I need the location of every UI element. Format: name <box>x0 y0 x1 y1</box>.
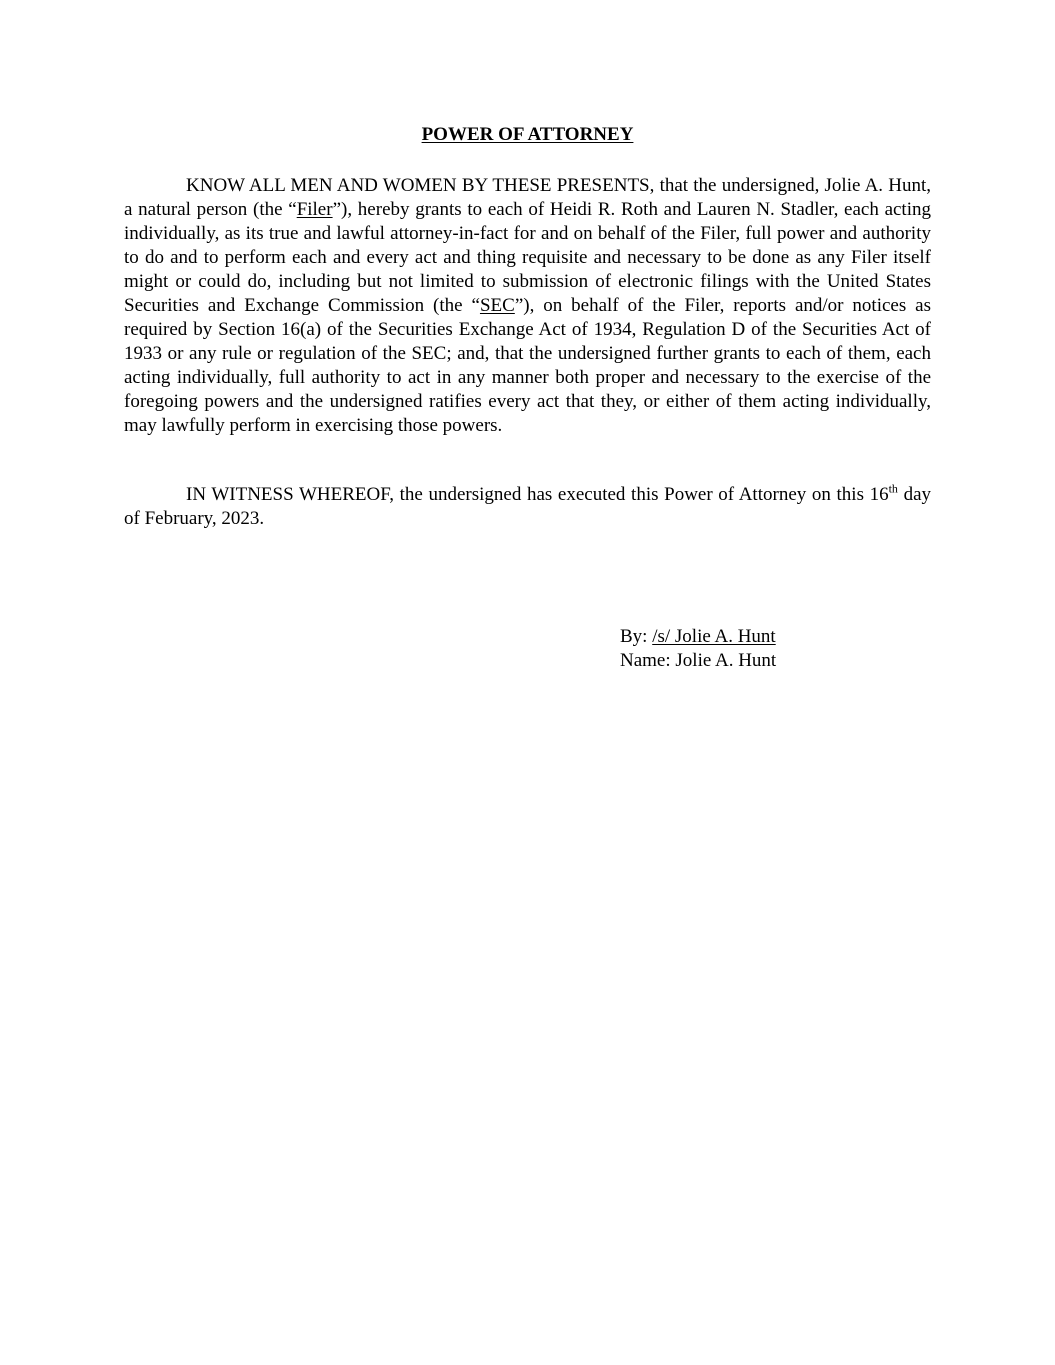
signature-by-line <box>620 625 776 649</box>
document-title-text: POWER OF ATTORNEY <box>421 124 634 145</box>
signature-by-label: By: <box>620 626 653 647</box>
document-title <box>0 123 1055 147</box>
signature-name-line <box>620 649 776 673</box>
sec-defined-term: SEC <box>479 295 515 316</box>
filer-defined-term: Filer <box>296 199 333 220</box>
ordinal-suffix: th <box>888 481 898 496</box>
witness-paragraph <box>124 483 931 531</box>
signature-name-value: Jolie A. Hunt <box>675 650 777 671</box>
grant-text-part3: ”), on behalf of the Filer, reports and/or notices as required by Section 16(a) of the Securities Exchange Act of 1934, Regulation D of the Securities Act of 1933 or any rule or regulation of the SEC; and, that the undersigned further grants to each of them, each acting individually, full authority to act in any manner both proper and necessary to the exercise of the foregoing powers and the undersigned ratifies every act that they, or either of them acting individually, may lawfully perform in exercising those powers. <box>124 295 931 436</box>
signature-block <box>620 625 776 673</box>
grant-text-part2: ”), hereby grants to each of Heidi R. Roth and Lauren N. Stadler, each acting individually, as its true and lawful attorney-in-fact for and on behalf of the Filer, full power and authority to do and to perform each and every act and thing requisite and necessary to be done as any Filer itself might or could do, including but not limited to submission of electronic filings with the United States Securities and Exchange Commission (the “ <box>124 199 931 316</box>
signature-by-value: /s/ Jolie A. Hunt <box>652 626 776 647</box>
grant-paragraph <box>124 174 931 438</box>
grant-text-part1: KNOW ALL MEN AND WOMEN BY THESE PRESENTS, that the undersigned, Jolie A. Hunt, a natural person (the “ <box>124 175 931 220</box>
witness-text-part2: day of February, 2023. <box>124 484 931 529</box>
signature-name-label: Name: <box>620 650 676 671</box>
witness-text-part1: IN WITNESS WHEREOF, the undersigned has executed this Power of Attorney on this 16 <box>186 484 889 505</box>
